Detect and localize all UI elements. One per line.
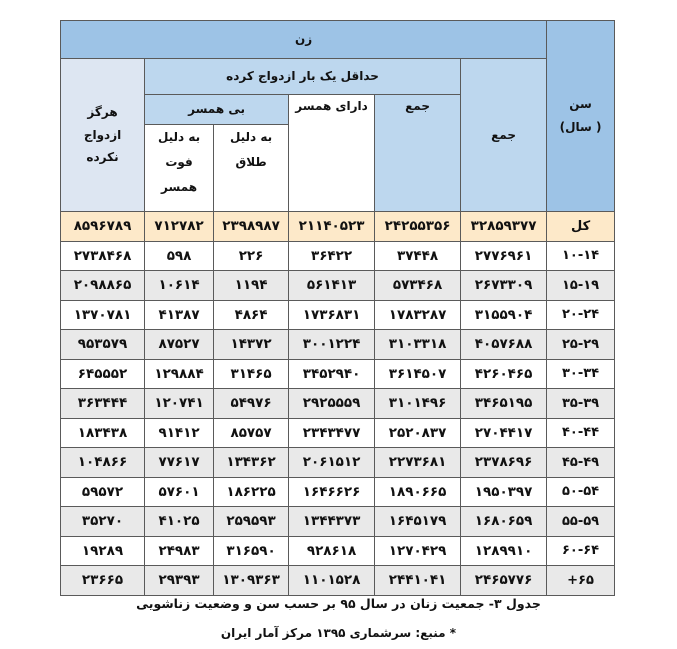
- table-row: [61, 448, 615, 478]
- cell-death: ۴۱۳۸۷: [145, 300, 214, 330]
- due-divorce-header: به دلیل طلاق: [214, 125, 289, 212]
- cell-age: کل: [547, 212, 615, 242]
- cell-never-married: ۸۵۹۶۷۸۹: [61, 212, 145, 242]
- cell-divorce: ۳۱۴۶۵: [214, 359, 289, 389]
- cell-ever-married: ۵۷۳۴۶۸: [375, 271, 461, 301]
- cell-total: ۱۹۵۰۳۹۷: [461, 477, 547, 507]
- cell-divorce: ۲۲۶: [214, 241, 289, 271]
- cell-ever-married: ۳۱۰۳۳۱۸: [375, 330, 461, 360]
- cell-total: ۲۳۷۸۶۹۶: [461, 448, 547, 478]
- table-row: [61, 300, 615, 330]
- cell-divorce: ۱۳۴۳۶۲: [214, 448, 289, 478]
- cell-ever-married: ۲۲۷۳۶۸۱: [375, 448, 461, 478]
- marital-status-table: [60, 20, 615, 596]
- cell-ever-married: ۲۴۲۵۵۳۵۶: [375, 212, 461, 242]
- cell-death: ۲۴۹۸۳: [145, 536, 214, 566]
- cell-death: ۷۷۶۱۷: [145, 448, 214, 478]
- cell-with-spouse: ۲۳۴۳۴۷۷: [289, 418, 375, 448]
- table-row: [61, 536, 615, 566]
- cell-with-spouse: ۹۲۸۶۱۸: [289, 536, 375, 566]
- cell-with-spouse: ۱۶۴۶۶۲۶: [289, 477, 375, 507]
- source-note: * منبع: سرشماری ۱۳۹۵ مرکز آمار ایران: [220, 626, 457, 640]
- cell-with-spouse: ۱۱۰۱۵۲۸: [289, 566, 375, 596]
- cell-ever-married: ۲۴۴۱۰۴۱: [375, 566, 461, 596]
- cell-death: ۹۱۴۱۲: [145, 418, 214, 448]
- cell-divorce: ۴۸۶۴: [214, 300, 289, 330]
- with-spouse-header: دارای همسر: [289, 95, 375, 212]
- cell-never-married: ۹۵۳۵۷۹: [61, 330, 145, 360]
- ever-married-total-header: جمع: [375, 95, 461, 212]
- cell-never-married: ۵۹۵۷۲: [61, 477, 145, 507]
- cell-divorce: ۱۴۳۷۲: [214, 330, 289, 360]
- cell-death: ۵۷۶۰۱: [145, 477, 214, 507]
- age-header: سن ( سال): [547, 21, 615, 212]
- cell-total: ۴۲۶۰۴۶۵: [461, 359, 547, 389]
- cell-never-married: ۱۰۴۸۶۶: [61, 448, 145, 478]
- cell-total: ۱۶۸۰۶۵۹: [461, 507, 547, 537]
- cell-ever-married: ۱۸۹۰۶۶۵: [375, 477, 461, 507]
- cell-age: ۲۰-۲۴: [547, 300, 615, 330]
- cell-age: ۳۰-۳۴: [547, 359, 615, 389]
- table-row: [61, 389, 615, 419]
- cell-never-married: ۲۰۹۸۸۶۵: [61, 271, 145, 301]
- cell-age: ۴۵-۴۹: [547, 448, 615, 478]
- table-row: [61, 241, 615, 271]
- cell-with-spouse: ۵۶۱۴۱۳: [289, 271, 375, 301]
- cell-total: ۲۴۶۵۷۷۶: [461, 566, 547, 596]
- cell-death: ۱۲۰۷۴۱: [145, 389, 214, 419]
- cell-ever-married: ۱۲۷۰۴۲۹: [375, 536, 461, 566]
- cell-age: ۶۵+: [547, 566, 615, 596]
- cell-with-spouse: ۲۹۲۵۵۵۹: [289, 389, 375, 419]
- cell-never-married: ۳۵۲۷۰: [61, 507, 145, 537]
- cell-divorce: ۱۱۹۴: [214, 271, 289, 301]
- cell-never-married: ۶۴۵۵۵۲: [61, 359, 145, 389]
- cell-divorce: ۱۳۰۹۳۶۳: [214, 566, 289, 596]
- cell-death: ۸۷۵۲۷: [145, 330, 214, 360]
- cell-total: ۳۱۵۵۹۰۴: [461, 300, 547, 330]
- table-row: [61, 566, 615, 596]
- without-spouse-header: بی همسر: [145, 95, 289, 125]
- cell-divorce: ۲۳۹۸۹۸۷: [214, 212, 289, 242]
- cell-total: ۲۷۷۶۹۶۱: [461, 241, 547, 271]
- cell-death: ۱۲۹۸۸۴: [145, 359, 214, 389]
- cell-with-spouse: ۳۴۵۲۹۴۰: [289, 359, 375, 389]
- cell-death: ۵۹۸: [145, 241, 214, 271]
- cell-never-married: ۱۸۳۴۳۸: [61, 418, 145, 448]
- cell-ever-married: ۳۱۰۱۴۹۶: [375, 389, 461, 419]
- cell-divorce: ۱۸۶۲۲۵: [214, 477, 289, 507]
- cell-ever-married: ۳۷۴۴۸: [375, 241, 461, 271]
- cell-never-married: ۱۳۷۰۷۸۱: [61, 300, 145, 330]
- cell-divorce: ۲۵۹۵۹۳: [214, 507, 289, 537]
- cell-total: ۲۶۷۳۳۰۹: [461, 271, 547, 301]
- cell-ever-married: ۱۶۴۵۱۷۹: [375, 507, 461, 537]
- cell-never-married: ۲۳۶۶۵: [61, 566, 145, 596]
- cell-ever-married: ۳۶۱۴۵۰۷: [375, 359, 461, 389]
- table-caption: جدول ۳- جمعیت زنان در سال ۹۵ بر حسب سن و وضعیت زناشویی: [136, 596, 541, 611]
- cell-age: ۶۰-۶۴: [547, 536, 615, 566]
- never-married-header: هرگز ازدواج نکرده: [61, 59, 145, 212]
- table-row: [61, 359, 615, 389]
- table-row: [61, 271, 615, 301]
- cell-age: ۱۵-۱۹: [547, 271, 615, 301]
- cell-with-spouse: ۱۳۴۴۳۷۳: [289, 507, 375, 537]
- cell-ever-married: ۱۷۸۳۲۸۷: [375, 300, 461, 330]
- cell-never-married: ۱۹۲۸۹: [61, 536, 145, 566]
- cell-total: ۲۷۰۴۴۱۷: [461, 418, 547, 448]
- table-row-total: [61, 212, 615, 242]
- table-row: [61, 477, 615, 507]
- table-row: [61, 330, 615, 360]
- cell-age: ۲۵-۲۹: [547, 330, 615, 360]
- cell-total: ۳۴۶۵۱۹۵: [461, 389, 547, 419]
- cell-death: ۷۱۲۷۸۲: [145, 212, 214, 242]
- cell-divorce: ۵۴۹۷۶: [214, 389, 289, 419]
- cell-ever-married: ۲۵۲۰۸۳۷: [375, 418, 461, 448]
- cell-never-married: ۳۶۳۴۴۴: [61, 389, 145, 419]
- cell-total: ۴۰۵۷۶۸۸: [461, 330, 547, 360]
- cell-death: ۱۰۶۱۴: [145, 271, 214, 301]
- cell-with-spouse: ۳۶۴۲۲: [289, 241, 375, 271]
- cell-death: ۴۱۰۲۵: [145, 507, 214, 537]
- cell-age: ۱۰-۱۴: [547, 241, 615, 271]
- cell-total: ۱۲۸۹۹۱۰: [461, 536, 547, 566]
- cell-age: ۴۰-۴۴: [547, 418, 615, 448]
- total-header: جمع: [461, 59, 547, 212]
- cell-total: ۳۲۸۵۹۳۷۷: [461, 212, 547, 242]
- table-row: [61, 418, 615, 448]
- cell-death: ۲۹۳۹۳: [145, 566, 214, 596]
- cell-with-spouse: ۱۷۳۶۸۳۱: [289, 300, 375, 330]
- due-death-header: به دلیل فوت همسر: [145, 125, 214, 212]
- cell-age: ۵۵-۵۹: [547, 507, 615, 537]
- cell-with-spouse: ۲۰۶۱۵۱۲: [289, 448, 375, 478]
- cell-never-married: ۲۷۳۸۴۶۸: [61, 241, 145, 271]
- cell-age: ۳۵-۳۹: [547, 389, 615, 419]
- women-header: زن: [61, 21, 547, 59]
- cell-with-spouse: ۲۱۱۴۰۵۲۳: [289, 212, 375, 242]
- table-row: [61, 507, 615, 537]
- cell-age: ۵۰-۵۴: [547, 477, 615, 507]
- cell-divorce: ۳۱۶۵۹۰: [214, 536, 289, 566]
- cell-with-spouse: ۳۰۰۱۲۲۴: [289, 330, 375, 360]
- cell-divorce: ۸۵۷۵۷: [214, 418, 289, 448]
- ever-married-header: حداقل یک بار ازدواج کرده: [145, 59, 461, 95]
